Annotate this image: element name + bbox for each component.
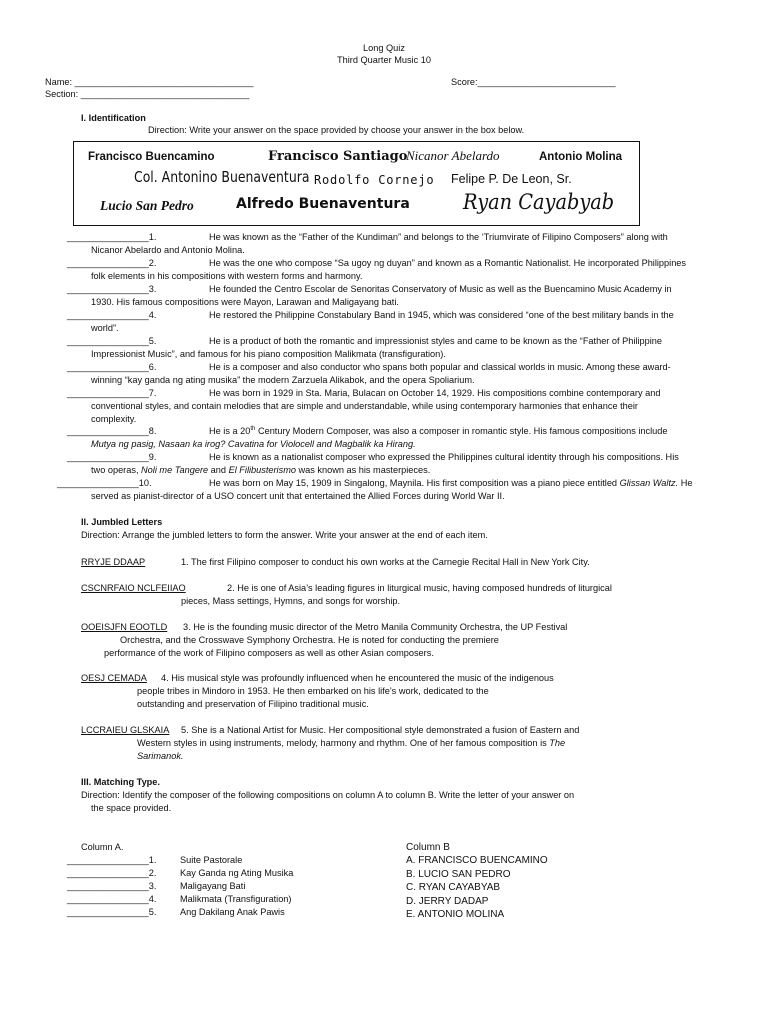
- choice-francisco-buencamino: Francisco Buencamino: [88, 151, 215, 163]
- matching-item-1: Suite Pastorale: [180, 855, 243, 865]
- matching-blank-3[interactable]: ________________3.: [67, 881, 157, 891]
- matching-direction: Direction: Identify the composer of the following compositions on column A to column B. Write the letter of your answer on: [81, 790, 575, 800]
- jumbled-word-4: OESJ CEMADA: [81, 673, 147, 683]
- matching-direction-cont: the space provided.: [91, 803, 172, 813]
- jumbled-item-2-text: 2. He is one of Asia’s leading figures in liturgical music, having composed hundreds of liturgical: [227, 583, 612, 593]
- jumbled-item-3-text: 3. He is the founding music director of the Metro Manila Community Orchestra, the UP Festival: [183, 622, 568, 632]
- answer-blank[interactable]: ________________8.: [67, 426, 157, 436]
- matching-blank-1[interactable]: ________________1.: [67, 855, 157, 865]
- column-b-choice-a: A. FRANCISCO BUENCAMINO: [406, 855, 548, 866]
- answer-blank[interactable]: ________________5.: [67, 336, 157, 346]
- jumbled-item-5-text-cont: Western styles in using instruments, melody, harmony and rhythm. One of her famous composition is The: [137, 738, 566, 748]
- quiz-page: Long Quiz Third Quarter Music 10 Name: ___________________________________ Section: _________________________________ Score:___________________________ I. Identification Direction: Write your answer on the space provided by choose your answer in the box below. Francisco Buencamino Francisco Santiago Nicanor Abelardo Antonio Molina Col. Antonino Buenaventura Rodolfo Cornejo Felipe P. De Leon, Sr. Lucio San Pedro Alfredo Buenaventura Ryan Cayabyab ________________1. He was known as the “Father of the Kundiman” and belongs to the ‘Triumvirate of Filipino Composers” along with Nicanor Abelardo and Antonio Molina. ________________2. He was the one who compose “Sa ugoy ng duyan” and known as a Romantic Nationalist. He incorporated Philippines folk elements in his compositions with western forms and harmony. ________________3. He founded the Centro Escolar de Senoritas Conservatory of Music as well as the Buencamino Music Academy in 1930. His famous compositions were Mayon, Larawan and Maligayang bati. ________________4. He restored the Philippine Constabulary Band in 1945, which was considered “one of the best military bands in the world”. ________________5. He is a product of both the romantic and impressionist styles and came to be known as the “Father of Philippine Impressionist Music”, and famous for his piano composition Malikmata (transfiguration). ________________6. He is a composer and also conductor who spans both popular and classical worlds in music. Among these award- winning “kay ganda ng ating musika” the modern Zarzuela Alikabok, and the opera Spoliarium. ________________7. He was born in 1929 in Sta. Maria, Bulacan on October 14, 1929. His compositions combine contemporary and conventional styles, and contain melodies that are simple and understandable, while using contemporary harmonies that enhance their complexity. ________________8. He is a 20th Century Modern Composer, was also a composer in romantic style. His famous compositions include Mutya ng pasig, Nasaan ka irog? Cavatina for Violocell and Magbalik ka Hirang. ________________9. He is known as a nationalist composer who expressed the Philippines cultural identity through his compositions. His two operas, Noli me Tangere and El Filibusterismo was known as his masterpieces. ________________10. He was born on May 15, 1909 in Singalong, Maynila. His first composition was a piano piece entitled Glissan Waltz. He served as pianist-director of a USO concert unit that entertained the Allied Forces during World War II. II. Jumbled Letters Direction: Arrange the jumbled letters to form the answer. Write your answer at the end of each item. RRYJE DDAAP 1. The first Filipino composer to conduct his own works at the Carnegie Recital Hall in New York City. CSCNRFAIO NCLFEIIAO 2. He is one of Asia’s leading figures in liturgical music, having composed hundreds of liturgical pieces, Mass settings, Hymns, and songs for worship. OOEISJFN EOOTLD 3. He is the founding music director of the Metro Manila Community Orchestra, the UP Festival Orchestra, and the Crosswave Symphony Orchestra. He is noted for conducting the premiere performance of the work of Filipino composers as well as other Asian composers. OESJ CEMADA 4. His musical style was profoundly influenced when he encountered the music of the indigenous people tribes in Mindoro in 1953. He then embarked on his life’s work, dedicated to the outstanding and preservation of Filipino traditional music. LCCRAIEU GLSKAIA 5. She is a National Artist for Music. Her compositional style demonstrated a fusion of Eastern and Western styles in using instruments, melody, harmony and rhythm. One of her famous composition is The Sarimanok. III. Matching Type. Direction: Identify the composer of the following compositions on column A to column B. Write the letter of your answer on the space provided. Column A. Column B ________________1. Suite Pastorale ________________2. Kay Ganda ng Ating Musika ________________3. Maligayang Bati ________________4. Malikmata (Transfiguration) ________________5. Ang Dakilang Anak Pawis A. FRANCISCO BUENCAMINO B. LUCIO SAN PEDRO C. RYAN CAYABYAB D. JERRY DADAP E. ANTONIO MOLINA: [0, 0, 768, 1024]
- choice-alfredo-buenaventura: Alfredo Buenaventura: [236, 196, 410, 212]
- matching-item-2: Kay Ganda ng Ating Musika: [180, 868, 294, 878]
- column-a-label: Column A.: [81, 842, 124, 852]
- jumbled-word-2: CSCNRFAIO NCLFEIIAO: [81, 583, 186, 593]
- jumbled-item-3-text-cont: Orchestra, and the Crosswave Symphony Orchestra. He is noted for conducting the premiere: [120, 635, 499, 645]
- jumbled-word-3: OOEISJFN EOOTLD: [81, 622, 168, 632]
- choice-antonino-buenaventura: Col. Antonino Buenaventura: [134, 168, 310, 186]
- answer-blank[interactable]: ________________6.: [67, 362, 157, 372]
- matching-heading: III. Matching Type.: [81, 777, 160, 787]
- column-b-choice-b: B. LUCIO SAN PEDRO: [406, 868, 511, 880]
- jumbled-item-1-text: 1. The first Filipino composer to conduct his own works at the Carnegie Recital Hall in New York City.: [181, 557, 590, 567]
- page-subtitle: Third Quarter Music 10: [337, 55, 431, 65]
- jumbled-item-5-text: 5. She is a National Artist for Music. Her compositional style demonstrated a fusion of Eastern and: [181, 725, 580, 735]
- jumbled-item-4-text-cont: people tribes in Mindoro in 1953. He then embarked on his life’s work, dedicated to the: [137, 686, 489, 696]
- identification-heading: I. Identification: [81, 113, 146, 123]
- answer-blank[interactable]: ________________9.: [67, 452, 157, 462]
- jumbled-direction: Direction: Arrange the jumbled letters to form the answer. Write your answer at the end of each item.: [81, 530, 488, 540]
- matching-item-4: Malikmata (Transfiguration): [180, 894, 292, 904]
- answer-blank[interactable]: ________________4.: [67, 310, 157, 320]
- jumbled-item-4-text-cont2: outstanding and preservation of Filipino traditional music.: [137, 699, 369, 709]
- answer-blank[interactable]: ________________7.: [67, 388, 157, 398]
- jumbled-word-1: RRYJE DDAAP: [81, 557, 146, 567]
- choice-rodolfo-cornejo: Rodolfo Cornejo: [314, 173, 435, 187]
- answer-blank[interactable]: ________________1.: [67, 232, 157, 242]
- matching-item-3: Maligayang Bati: [180, 881, 246, 891]
- jumbled-item-5-text-cont2: Sarimanok.: [137, 751, 184, 761]
- answer-blank[interactable]: ________________10.: [57, 478, 152, 488]
- choice-ryan-cayabyab: Ryan Cayabyab: [463, 190, 615, 214]
- column-b-choice-d: D. JERRY DADAP: [406, 895, 489, 907]
- score-field-label: Score:___________________________: [451, 77, 616, 87]
- jumbled-item-4-text: 4. His musical style was profoundly influenced when he encountered the music of the indigenous: [161, 673, 554, 683]
- column-b-choice-e: E. ANTONIO MOLINA: [406, 909, 505, 920]
- matching-item-5: Ang Dakilang Anak Pawis: [180, 907, 285, 917]
- jumbled-item-2-text-cont: pieces, Mass settings, Hymns, and songs for worship.: [181, 596, 401, 606]
- name-field-label: Name: ___________________________________: [45, 77, 254, 87]
- answer-choices-box: [73, 141, 640, 226]
- jumbled-item-3-text-cont2: performance of the work of Filipino composers as well as other Asian composers.: [104, 648, 434, 658]
- answer-blank[interactable]: ________________2.: [67, 258, 157, 268]
- jumbled-heading: II. Jumbled Letters: [81, 517, 163, 527]
- matching-blank-5[interactable]: ________________5.: [67, 907, 157, 917]
- choice-francisco-santiago: Francisco Santiago: [268, 149, 408, 164]
- choice-lucio-san-pedro: Lucio San Pedro: [100, 198, 194, 213]
- matching-blank-4[interactable]: ________________4.: [67, 894, 157, 904]
- answer-blank[interactable]: ________________3.: [67, 284, 157, 294]
- matching-blank-2[interactable]: ________________2.: [67, 868, 157, 878]
- choice-felipe-de-leon: Felipe P. De Leon, Sr.: [451, 172, 572, 186]
- identification-direction: Direction: Write your answer on the space provided by choose your answer in the box below.: [148, 125, 525, 135]
- page-title: Long Quiz: [363, 43, 405, 53]
- section-field-label: Section: _________________________________: [45, 89, 250, 99]
- column-b-choice-c: C. RYAN CAYABYAB: [406, 882, 501, 893]
- column-b-label: Column B: [406, 842, 450, 853]
- choice-nicanor-abelardo: Nicanor Abelardo: [406, 148, 500, 163]
- jumbled-word-5: LCCRAIEU GLSKAIA: [81, 725, 170, 735]
- choice-antonio-molina: Antonio Molina: [539, 151, 623, 163]
